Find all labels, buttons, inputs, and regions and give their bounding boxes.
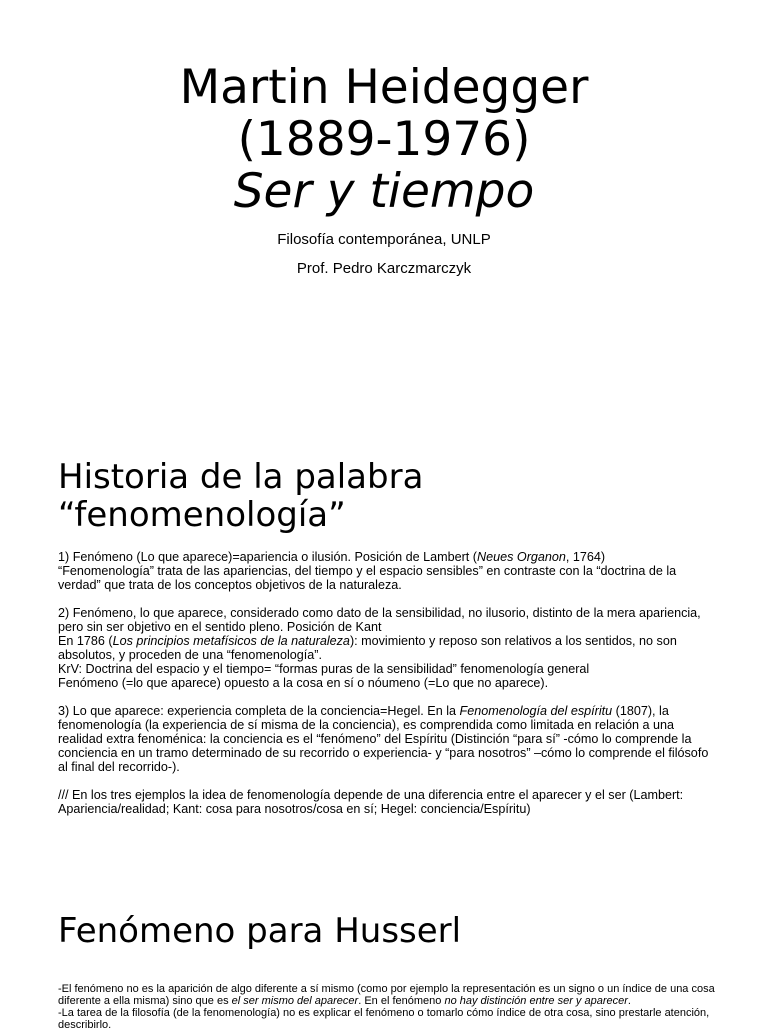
paragraph-hegel xyxy=(58,704,718,774)
heading-husserl: Fenómeno para Husserl xyxy=(58,911,462,951)
text-run: -El fenómeno no es la aparición de algo diferente a sí mismo (como por ejemplo la representación es un signo o un índice de una cosa diferente a ella misma) sino que es xyxy=(58,983,715,1007)
text-run-italic: el ser mismo del aparecer xyxy=(231,995,359,1007)
title-dates: (1889-1976) xyxy=(237,112,531,167)
historia-body xyxy=(58,550,718,816)
text-run: “Fenomenología” trata de las apariencias, del tiempo y el espacio sensibles” en contraste con la “doctrina de la verdad” que trata de los conceptos objetivos de la naturaleza. xyxy=(58,564,677,592)
text-run-italic: Neues Organon xyxy=(477,550,566,564)
text-run-italic: no hay distinción entre ser y aparecer xyxy=(444,995,628,1007)
text-run: . En el fenómeno xyxy=(358,995,445,1007)
subtitle-course: Filosofía contemporánea, UNLP xyxy=(277,231,491,248)
subtitle-professor: Prof. Pedro Karczmarczyk xyxy=(296,260,472,277)
paragraph-husserl-2: -La tarea de la filosofía (de la fenomenología) no es explicar el fenómeno o tomarlo cómo índice de otra cosa, sino prestarle atención, describirlo. xyxy=(58,1007,710,1031)
heading-line: Historia de la palabra xyxy=(58,457,424,497)
heading-line: “fenomenología” xyxy=(58,495,346,535)
paragraph-kant xyxy=(58,606,718,690)
text-run: (1807), la fenomenología (la experiencia de sí misma de la conciencia), es comprendida como limitada en relación a una realidad extra fenoménica: la conciencia es el “fenómeno” del Espíritu (Distinción “para sí” -cómo lo comprende la conciencia en un tramo determinado de su recorrido o experiencia- y “para nosotros” –cómo lo comprende el filósofo al final del recorrido-). xyxy=(58,704,709,774)
text-run: 3) Lo que aparece: experiencia completa de la conciencia=Hegel. En la xyxy=(58,704,460,718)
paragraph-lambert xyxy=(58,550,718,592)
text-run-italic: Los principios metafísicos de la naturaleza xyxy=(112,634,350,648)
paragraph-summary: /// En los tres ejemplos la idea de fenomenología depende de una diferencia entre el aparecer y el ser (Lambert: Apariencia/realidad; Kant: cosa para nosotros/cosa en sí; Hegel: conciencia/Espíritu) xyxy=(58,788,684,816)
text-run: KrV: Doctrina del espacio y el tiempo= “formas puras de la sensibilidad” fenomenología general xyxy=(58,662,590,676)
text-run: Fenómeno (=lo que aparece) opuesto a la cosa en sí o nóumeno (=Lo que no aparece). xyxy=(58,676,549,690)
text-run: En 1786 ( xyxy=(58,634,113,648)
text-run: ): movimiento y reposo son relativos a los sentidos, no son absolutos, y proceden de una “fenomenología”. xyxy=(58,634,677,662)
text-run: 1) Fenómeno (Lo que aparece)=apariencia o ilusión. Posición de Lambert ( xyxy=(58,550,477,564)
paragraph-husserl-1 xyxy=(58,983,718,1007)
text-run: . xyxy=(627,995,631,1007)
text-run: , 1764) xyxy=(565,550,606,564)
title-work: Ser y tiempo xyxy=(233,164,535,219)
text-run: 2) Fenómeno, lo que aparece, considerado como dato de la sensibilidad, no ilusorio, distinto de la mera apariencia, pero sin ser objetivo en el sentido pleno. Posición de Kant xyxy=(58,606,701,634)
title-author: Martin Heidegger xyxy=(179,60,589,115)
heading-historia xyxy=(58,458,738,534)
slide-title xyxy=(0,62,768,218)
text-run-italic: Fenomenología del espíritu xyxy=(459,704,613,718)
